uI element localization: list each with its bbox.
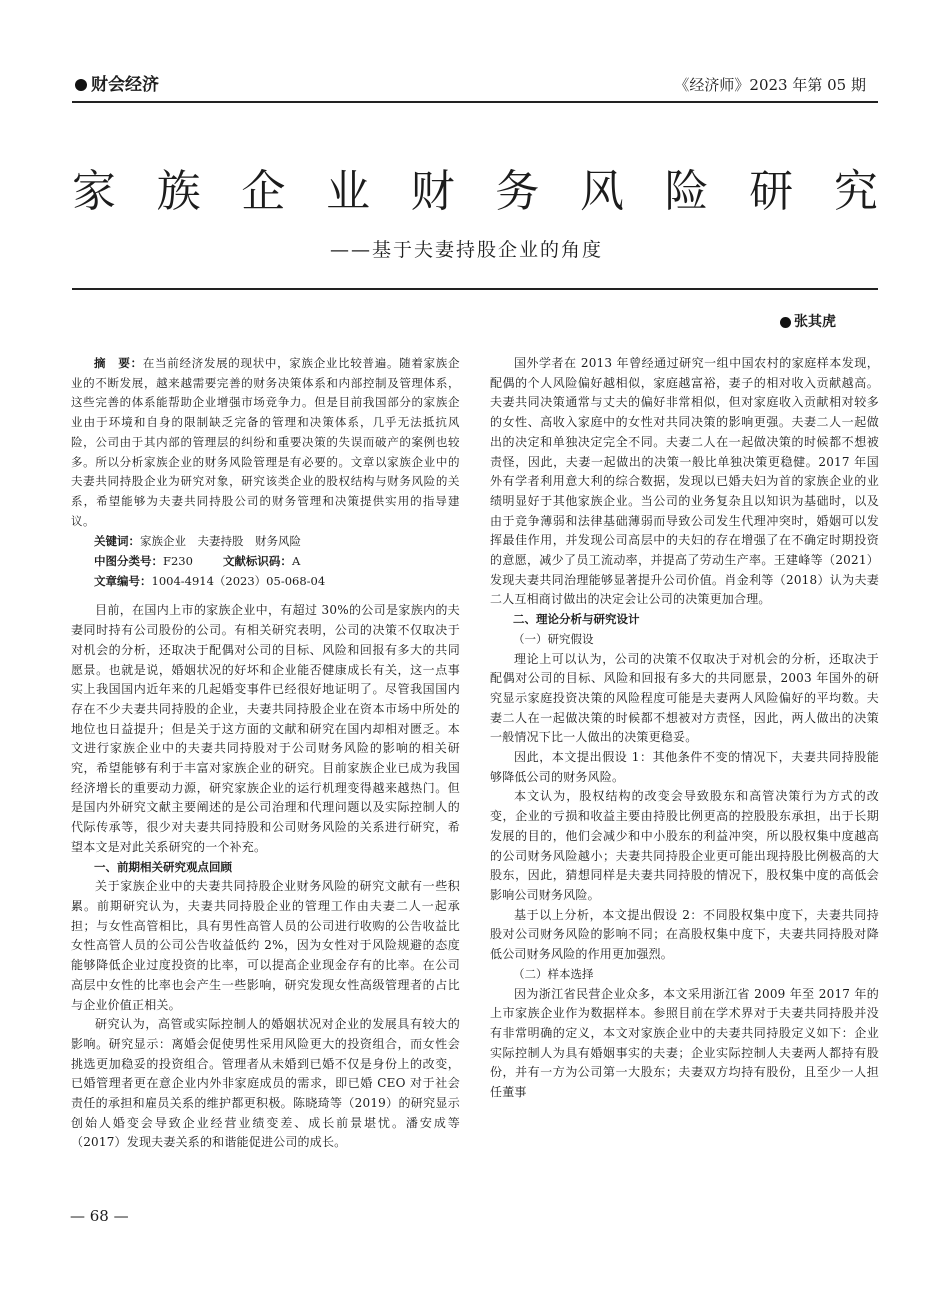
subsection-heading: （一）研究假设 <box>513 631 594 646</box>
right-column <box>490 354 879 1103</box>
title-char: 家 <box>72 166 116 217</box>
classification <box>71 552 460 572</box>
body-paragraph: 基于以上分析，本文提出假设 2：不同股权集中度下，夫妻共同持股对公司财务风险的影响不同；在高股权集中度下，夫妻共同持股对降低公司财务风险的作用更加强烈。 <box>490 907 879 962</box>
abstract-text: 在当前经济发展的现状中，家族企业比较普遍。随着家族企业的不断发展，越来越需要完善的财务决策体系和内部控制及管理体系，这些完善的体系能帮助企业增强市场竞争力。但是目前我国部分的家族企业由于环境和自身的限制缺乏完备的管理和决策体系，几乎无法抵抗风险，公司由于其内部的管理层的纠纷和重要决策的失误而破产的案例也较多。所以分析家族企业的财务风险管理是有必要的。文章以家族企业中的夫妻共同持股企业为研究对象，研究该类企业的股权结构与财务风险的关系，希望能够为夫妻共同持股公司的财务管理和决策提供实用的指导建议。 <box>71 356 460 528</box>
subsection-heading: （二）样本选择 <box>513 966 594 981</box>
section-heading-2: 二、理论分析与研究设计 <box>513 612 640 627</box>
title-char: 研 <box>749 166 794 217</box>
title-char: 业 <box>325 166 370 217</box>
keywords <box>71 532 460 552</box>
title-rule <box>72 288 878 290</box>
clc-value: F230 <box>163 554 193 569</box>
doc-code-value: A <box>291 554 301 569</box>
section-heading-1: 一、前期相关研究观点回顾 <box>94 859 232 874</box>
title-char: 务 <box>495 166 540 217</box>
subtitle: ——基于夫妻持股企业的角度 <box>330 239 604 261</box>
title-char: 险 <box>664 166 709 217</box>
header-rule <box>72 101 878 103</box>
body-paragraph: 本文认为，股权结构的改变会导致股东和高管决策行为方式的改变，企业的亏损和收益主要由持股比例更高的控股股东承担，出于长期发展的目的，他们会减少和中小股东的利益冲突，所以股权集中度越高的公司财务风险越小；夫妻共同持股企业更可能出现持股比例极高的大股东，因此，猜想同样是夫妻共同持股的情况下，股权集中度的高低会影响公司财务风险。 <box>490 789 879 902</box>
article-number-label: 文章编号： <box>94 573 152 588</box>
author-bullet-icon <box>780 317 791 328</box>
article-number-value: 1004-4914（2023）05-068-04 <box>151 573 326 588</box>
keywords-text: 家族企业 夫妻持股 财务风险 <box>140 534 301 549</box>
body-paragraph: 因此，本文提出假设 1：其他条件不变的情况下，夫妻共同持股能够降低公司的财务风险。 <box>490 750 879 784</box>
body-paragraph: 国外学者在 2013 年曾经通过研究一组中国农村的家庭样本发现，配偶的个人风险偏好越相似，家庭越富裕，妻子的相对收入贡献越高。夫妻共同决策通常与丈夫的偏好非常相似，但对家庭收入贡献相对较多的女性、高收入家庭中的女性对共同决策的影响更强。夫妻二人一起做出的决定和单独决定完全不同。夫妻二人在一起做决策的时候都不想被责怪，因此，夫妻一起做出的决策一般比单独决策更稳健。2017 年国外有学者利用意大利的综合数据，发现以已婚夫妇为首的家族企业的业绩明显好于其他家族企业。当公司的业务复杂且以知识为基础时，以及由于竞争薄弱和法律基础薄弱而导致公司发生代理冲突时，婚姻可以发挥最佳作用，并发现公司高层中的夫妇的存在增强了在不确定时期投资的意愿，减少了员工流动率，并提高了劳动生产率。王建峰等（2021）发现夫妻共同治理能够显著提升公司价值。肖金利等（2018）认为夫妻二人互相商讨做出的决定会让公司的决策更加合理。 <box>490 356 879 607</box>
author-name: 张其虎 <box>794 314 836 330</box>
section-bullet-icon <box>75 79 87 91</box>
intro-paragraph: 目前，在国内上市的家族企业中，有超过 30%的公司是家族内的夫妻同时持有公司股份的公司。有相关研究表明，公司的决策不仅取决于对机会的分析，还取决于配偶对公司的目标、风险和回报有多大的共同愿景。也就是说，婚姻状况的好坏和企业能否健康成长有关，这一点事实上我国国内近年来的几起婚变事件已经很好地证明了。尽管我国国内存在不少夫妻共同持股的企业，夫妻共同持股企业在资本市场中所处的地位也日益提升；但是关于这方面的文献和研究在国内却相对匮乏。本文进行家族企业中的夫妻共同持股对于公司财务风险的影响的相关研究，希望能够有利于丰富对家族企业的研究。目前家族企业已成为我国经济增长的重要动力源，研究家族企业的运行机理变得越来越热门。但是国内外研究文献主要阐述的是公司治理和代理问题以及实际控制人的代际传承等，很少对夫妻共同持股和公司财务风险的关系进行研究，希望本文是对此关系研究的一个补充。 <box>71 603 460 854</box>
body-paragraph: 理论上可以认为，公司的决策不仅取决于对机会的分析，还取决于配偶对公司的目标、风险和回报有多大的共同愿景，2003 年国外的研究显示家庭投资决策的风险程度可能是夫妻两人风险偏好的平均数。夫妻二人在一起做决策的时候都不想被对方责怪，因此，两人做出的决策一般情况下比一人做出的决策更稳妥。 <box>490 651 879 745</box>
abstract-label: 摘 要： <box>94 356 143 370</box>
article-number <box>71 572 460 592</box>
doc-code-label: 文献标识码： <box>222 554 292 569</box>
title-char: 族 <box>156 166 201 217</box>
body-paragraph: 关于家族企业中的夫妻共同持股企业财务风险的研究文献有一些积累。前期研究认为，夫妻共同持股企业的管理工作由夫妻二人一起承担；与女性高管相比，具有男性高管人员的公司进行收购的公告收益比女性高管人员的公司公告收益低约 2%，因为女性对于风险规避的态度能够降低企业过度投资的比率，可以提高企业现金存有的比率。在公司高层中女性的比率也会产生一些影响，研究发现女性高级管理者的占比与企业价值正相关。 <box>71 879 460 1012</box>
title-char: 风 <box>579 166 624 217</box>
title-char: 财 <box>410 166 455 217</box>
body-paragraph: 研究认为，高管或实际控制人的婚姻状况对企业的发展具有较大的影响。研究显示：离婚会促使男性采用风险更大的投资组合，而女性会挑选更加稳妥的投资组合。管理者从未婚到已婚不仅是身份上的改变，已婚管理者更在意企业内外非家庭成员的需求，即已婚 CEO 对于社会责任的承担和雇员关系的维护都更积极。陈晓琦等（2019）的研究显示创始人婚变会导致企业经营业绩变差、成长前景堪忧。潘安成等（2017）发现夫妻关系的和谐能促进公司的成长。 <box>71 1017 460 1150</box>
keywords-label: 关键词： <box>94 534 140 549</box>
section-label: 财会经济 <box>91 75 159 95</box>
page-number: — 68 — <box>70 1207 129 1225</box>
journal-info: 《经济师》2023 年第 05 期 <box>674 76 866 94</box>
title-char: 企 <box>241 166 286 217</box>
left-column <box>71 354 460 1153</box>
body-paragraph: 因为浙江省民营企业众多，本文采用浙江省 2009 年至 2017 年的上市家族企业作为数据样本。参照目前在学术界对于夫妻共同持股并没有非常明确的定义，本文对家族企业中的夫妻共同持股定义如下：企业实际控制人为具有婚姻事实的夫妻；企业实际控制人夫妻两人都持有股份，并有一方为公司第一大股东；夫妻双方均持有股份，且至少一人担任董事 <box>490 986 879 1100</box>
title-char: 究 <box>833 166 878 217</box>
abstract <box>71 354 460 531</box>
page-title <box>72 164 878 220</box>
clc-label: 中图分类号： <box>94 554 163 569</box>
